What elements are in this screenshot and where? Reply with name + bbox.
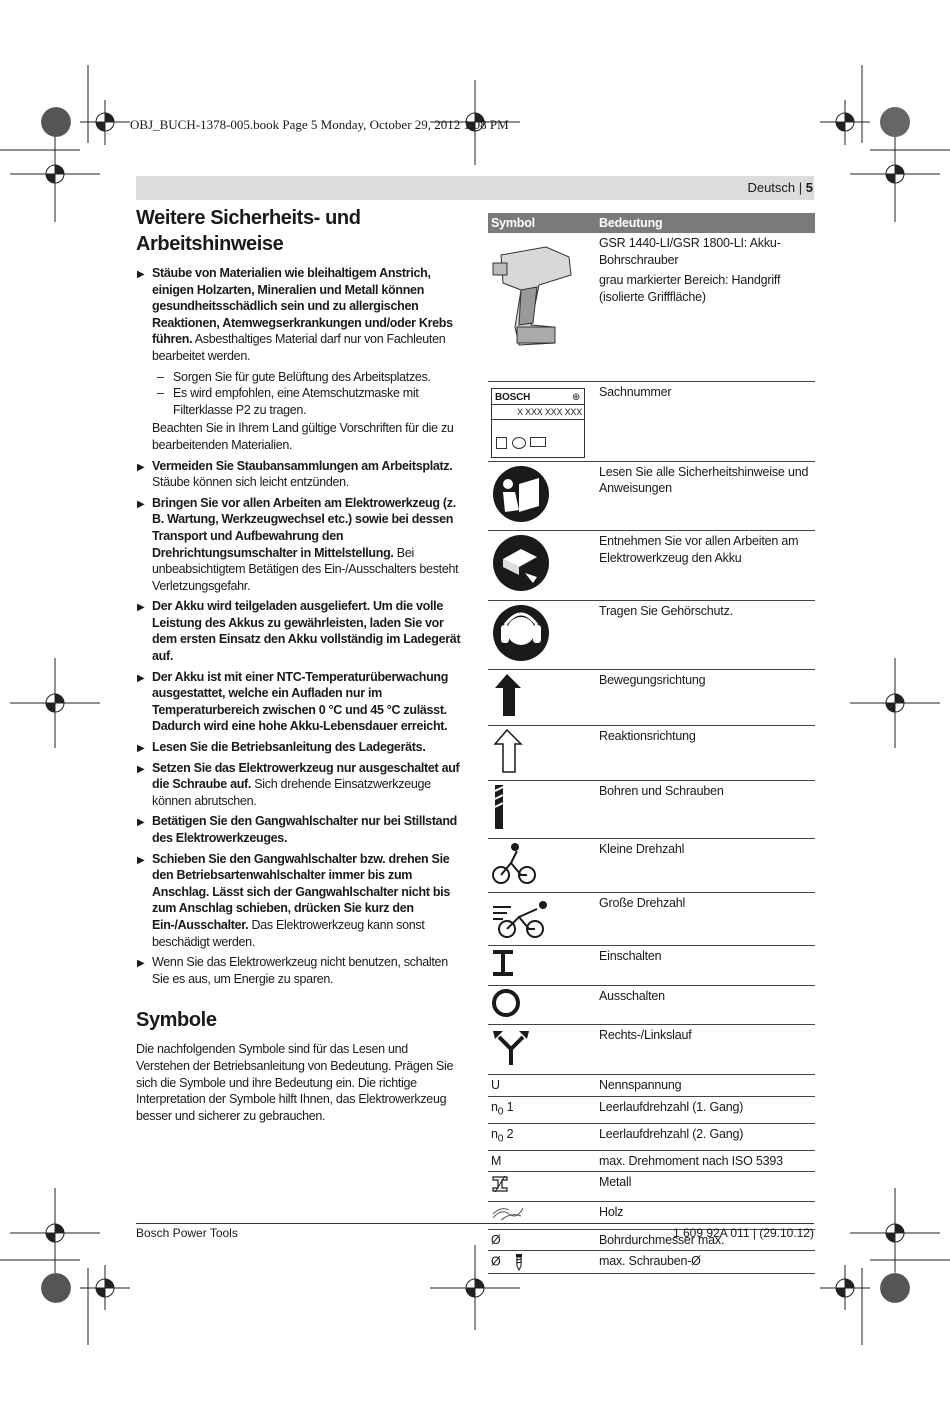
- table-row: [488, 1150, 815, 1172]
- meaning-cell: Leerlaufdrehzahl (1. Gang): [596, 1096, 815, 1123]
- bullet-text: Stäube können sich leicht entzünden.: [152, 475, 349, 490]
- header-separator: |: [795, 180, 806, 195]
- wood-icon: [491, 1204, 525, 1222]
- meaning-text: GSR 1440-LI/GSR 1800-LI: Akku-Bohrschrauber: [599, 236, 781, 267]
- left-column: [136, 205, 462, 1124]
- meaning-cell: Reaktionsrichtung: [596, 725, 815, 781]
- meaning-cell: max. Drehmoment nach ISO 5393: [596, 1150, 815, 1172]
- table-row: [488, 725, 815, 781]
- read-manual-icon: [491, 464, 551, 524]
- symbol-cell: [488, 839, 596, 893]
- print-info-line: OBJ_BUCH-1378-005.book Page 5 Monday, October 29, 2012 1:08 PM: [130, 117, 509, 132]
- bullet-battery-charge: [136, 598, 462, 664]
- section-heading-safety: Weitere Sicherheits- und Arbeitshinweise: [136, 207, 361, 255]
- drill-bit-icon: [491, 783, 511, 831]
- column-header-meaning: Bedeutung: [596, 213, 815, 233]
- bullet-dust: [136, 265, 462, 365]
- bullet-text: Bei unbeabsichtigtem Betätigen des Ein-/Ausschalters besteht Verletzungsgefahr.: [152, 545, 459, 593]
- header-bar: [136, 176, 814, 200]
- bullet-arrow-icon: ▶: [137, 958, 145, 970]
- symbol-cell: [488, 670, 596, 726]
- bullet-dust-accumulation: [136, 458, 462, 491]
- footer-document-number: 1 609 92A 011 | (29.10.12): [672, 1226, 814, 1240]
- meaning-cell: Nennspannung: [596, 1075, 815, 1097]
- drill-icon: [491, 235, 581, 350]
- movement-arrow-icon: [491, 672, 531, 718]
- table-row: [488, 946, 815, 986]
- table-row: [488, 600, 815, 670]
- bullet-bold-text: Lesen Sie die Betriebsanleitung des Ladegeräts.: [152, 740, 426, 755]
- footer-rule: [136, 1223, 814, 1224]
- symbol-suffix: 2: [503, 1126, 514, 1141]
- symbol-cell: [488, 461, 596, 531]
- symbol-cell: [488, 1096, 596, 1123]
- symbol-text: Ø: [491, 1254, 501, 1269]
- bullet-arrow-icon: ▶: [137, 461, 145, 473]
- symbol-subscript: 0: [497, 1133, 504, 1145]
- bullet-arrow-icon: ▶: [137, 817, 145, 829]
- table-row: [488, 233, 815, 381]
- symbol-table: [488, 213, 815, 1274]
- table-row: [488, 839, 815, 893]
- bullet-arrow-icon: ▶: [137, 602, 145, 614]
- meaning-cell: Metall: [596, 1172, 815, 1202]
- table-row: [488, 1123, 815, 1150]
- meaning-text-secondary: grau markierter Bereich: Handgriff (isolierte Grifffläche): [599, 273, 781, 304]
- meaning-cell: Bohren und Schrauben: [596, 781, 815, 839]
- page-header: [747, 180, 813, 195]
- meaning-cell: Rechts-/Linkslauf: [596, 1025, 815, 1075]
- bullet-arrow-icon: ▶: [137, 854, 145, 866]
- table-row: [488, 1025, 815, 1075]
- nameplate-brand: BOSCH: [495, 391, 531, 403]
- table-header-row: [488, 213, 815, 233]
- fast-cyclist-icon: [491, 895, 551, 939]
- meaning-cell: Bewegungsrichtung: [596, 670, 815, 726]
- remove-battery-icon: [491, 533, 551, 593]
- section-heading-symbols: Symbole: [136, 1009, 217, 1032]
- reaction-arrow-icon: [491, 728, 531, 774]
- bullet-ntc: [136, 669, 462, 735]
- hearing-protection-icon: [491, 603, 551, 663]
- table-row: [488, 1202, 815, 1230]
- symbol-cell: [488, 725, 596, 781]
- meaning-cell: Ausschalten: [596, 985, 815, 1025]
- meaning-cell: max. Schrauben-Ø: [596, 1251, 815, 1274]
- bullet-arrow-icon: ▶: [137, 763, 145, 775]
- column-header-symbol: Symbol: [488, 213, 596, 233]
- table-row: [488, 461, 815, 531]
- symbol-cell: Ø: [488, 1229, 596, 1251]
- meaning-cell: Kleine Drehzahl: [596, 839, 815, 893]
- power-on-icon: [491, 948, 515, 978]
- meaning-cell: Einschalten: [596, 946, 815, 986]
- symbol-cell: [488, 892, 596, 946]
- symbol-suffix: 1: [503, 1099, 514, 1114]
- sub-item-mask: – Es wird empfohlen, eine Atemschutzmaske mit Filterklasse P2 zu tragen.: [157, 386, 419, 417]
- symbol-cell: [488, 600, 596, 670]
- forward-reverse-icon: [491, 1027, 535, 1067]
- slow-cyclist-icon: [491, 841, 537, 885]
- symbol-cell: [488, 1202, 596, 1230]
- sub-item-text: Es wird empfohlen, eine Atemschutzmaske mit Filterklasse P2 zu tragen.: [173, 386, 419, 417]
- table-row: [488, 531, 815, 601]
- bullet-text: Das Elektrowerkzeug kann sonst beschädigt werden.: [152, 917, 425, 949]
- table-row: [488, 781, 815, 839]
- meaning-cell: Lesen Sie alle Sicherheitshinweise und Anweisungen: [596, 461, 815, 531]
- symbol-cell: [488, 1123, 596, 1150]
- header-language: Deutsch: [747, 180, 796, 195]
- table-row: [488, 1096, 815, 1123]
- bullet-arrow-icon: ▶: [137, 498, 145, 510]
- bullet-bold-text: Betätigen Sie den Gangwahlschalter nur bei Stillstand des Elektrowerkzeuges.: [152, 814, 457, 845]
- symbol-cell: [488, 781, 596, 839]
- meaning-cell: Entnehmen Sie vor allen Arbeiten am Elektrowerkzeug den Akku: [596, 531, 815, 601]
- bullet-arrow-icon: ▶: [137, 269, 145, 280]
- bullet-charger-manual: [136, 739, 462, 756]
- table-row: [488, 892, 815, 946]
- screw-icon: [512, 1253, 526, 1271]
- bullet-bold-text: Schieben Sie den Gangwahlschalter bzw. drehen Sie den Betriebsartenwahlschalter immer bis zum Anschlag. Lässt sich der Gangwahlschalter nicht bis zum Anschlag schieben, drücken Sie kurz den Ein-/Ausschalter.: [152, 851, 450, 932]
- nameplate-icon: BOSCH ⊕ X XXX XXX XXX: [491, 388, 585, 458]
- meaning-cell: Holz: [596, 1202, 815, 1230]
- bullet-bold-text: Bringen Sie vor allen Arbeiten am Elektrowerkzeug (z. B. Wartung, Werkzeugwechsel etc.) sowie bei dessen Transport und Aufbewahrung den Drehrichtungsumschalter in Mittelstellung.: [152, 495, 456, 560]
- table-row: [488, 1251, 815, 1274]
- sub-item-ventilation: – Sorgen Sie für gute Belüftung des Arbeitsplatzes.: [157, 369, 431, 384]
- symbol-cell: U: [488, 1075, 596, 1097]
- bullet-bold-text: Vermeiden Sie Staubansammlungen am Arbeitsplatz.: [152, 458, 453, 473]
- footer-brand: Bosch Power Tools: [136, 1226, 238, 1240]
- bullet-text: Wenn Sie das Elektrowerkzeug nicht benutzen, schalten Sie es aus, um Energie zu sparen.: [152, 955, 448, 986]
- symbol-cell: [488, 1025, 596, 1075]
- symbol-text: n: [491, 1126, 498, 1141]
- table-row: [488, 1172, 815, 1202]
- meaning-cell: Bohrdurchmesser max.: [596, 1229, 815, 1251]
- symbol-cell: [488, 946, 596, 986]
- symbol-cell: [488, 985, 596, 1025]
- bullet-bold-text: Stäube von Materialien wie bleihaltigem Anstrich, einigen Holzarten, Mineralien und Metall können gesundheitsschädlich sein und zu allergischen Reaktionen, Atemwegserkrankungen und/oder Krebs führen.: [152, 266, 453, 347]
- symbol-cell: [488, 1172, 596, 1202]
- bullet-text: Asbesthaltiges Material darf nur von Fachleuten bearbeitet werden.: [152, 332, 446, 363]
- symbol-cell: [488, 531, 596, 601]
- bullet-bold-text: Der Akku ist mit einer NTC-Temperaturüberwachung ausgestattet, welche ein Aufladen nur im Temperaturbereich zwischen 0 °C und 45 °C zulässt. Dadurch wird eine hohe Akku-Lebensdauer erreicht.: [152, 669, 449, 734]
- nameplate-number: X XXX XXX XXX: [517, 406, 582, 417]
- meaning-cell: [596, 233, 815, 381]
- table-row: [488, 670, 815, 726]
- symbol-cell: [488, 381, 596, 461]
- regulations-note: Beachten Sie in Ihrem Land gültige Vorschriften für die zu bearbeitenden Materialien.: [152, 421, 454, 452]
- metal-icon: [491, 1174, 511, 1194]
- meaning-cell: Große Drehzahl: [596, 892, 815, 946]
- bullet-bold-text: Setzen Sie das Elektrowerkzeug nur ausgeschaltet auf die Schraube auf.: [152, 760, 460, 792]
- table-row: [488, 985, 815, 1025]
- meaning-cell: Sachnummer: [596, 381, 815, 461]
- bullet-gear-switch-standstill: [136, 813, 462, 846]
- meaning-cell: Leerlaufdrehzahl (2. Gang): [596, 1123, 815, 1150]
- symbol-cell: M: [488, 1150, 596, 1172]
- table-row: [488, 1075, 815, 1097]
- bullet-text: Sich drehende Einsatzwerkzeuge können abrutschen.: [152, 777, 431, 808]
- bullet-direction-switch: [136, 495, 462, 595]
- power-off-icon: [491, 988, 521, 1018]
- bullet-bold-text: Der Akku wird teilgeladen ausgeliefert. Um die volle Leistung des Akkus zu gewährleisten, laden Sie vor dem ersten Einsatz den Akku vollständig im Ladegerät auf.: [152, 599, 461, 664]
- symbol-cell: [488, 233, 596, 381]
- symbols-paragraph: Die nachfolgenden Symbole sind für das Lesen und Verstehen der Betriebsanleitung von Bedeutung. Prägen Sie sich die Symbole und ihre Bedeutung ein. Die richtige Interpretation der Symbole hilft Ihnen, das Elektrowerkzeug besser und sicherer zu gebrauchen.: [136, 1042, 454, 1123]
- sub-item-text: Sorgen Sie für gute Belüftung des Arbeitsplatzes.: [173, 369, 431, 384]
- symbol-subscript: 0: [497, 1106, 504, 1118]
- table-row: [488, 381, 815, 461]
- bullet-arrow-icon: ▶: [137, 743, 145, 755]
- symbol-text: n: [491, 1099, 498, 1114]
- bullet-arrow-icon: ▶: [137, 672, 145, 684]
- page-number: 5: [805, 180, 813, 195]
- bullet-gear-switch-stop: [136, 851, 462, 951]
- bullet-switch-off: [136, 954, 462, 987]
- symbol-cell: [488, 1251, 596, 1274]
- bullet-place-on-screw: [136, 760, 462, 810]
- meaning-cell: Tragen Sie Gehörschutz.: [596, 600, 815, 670]
